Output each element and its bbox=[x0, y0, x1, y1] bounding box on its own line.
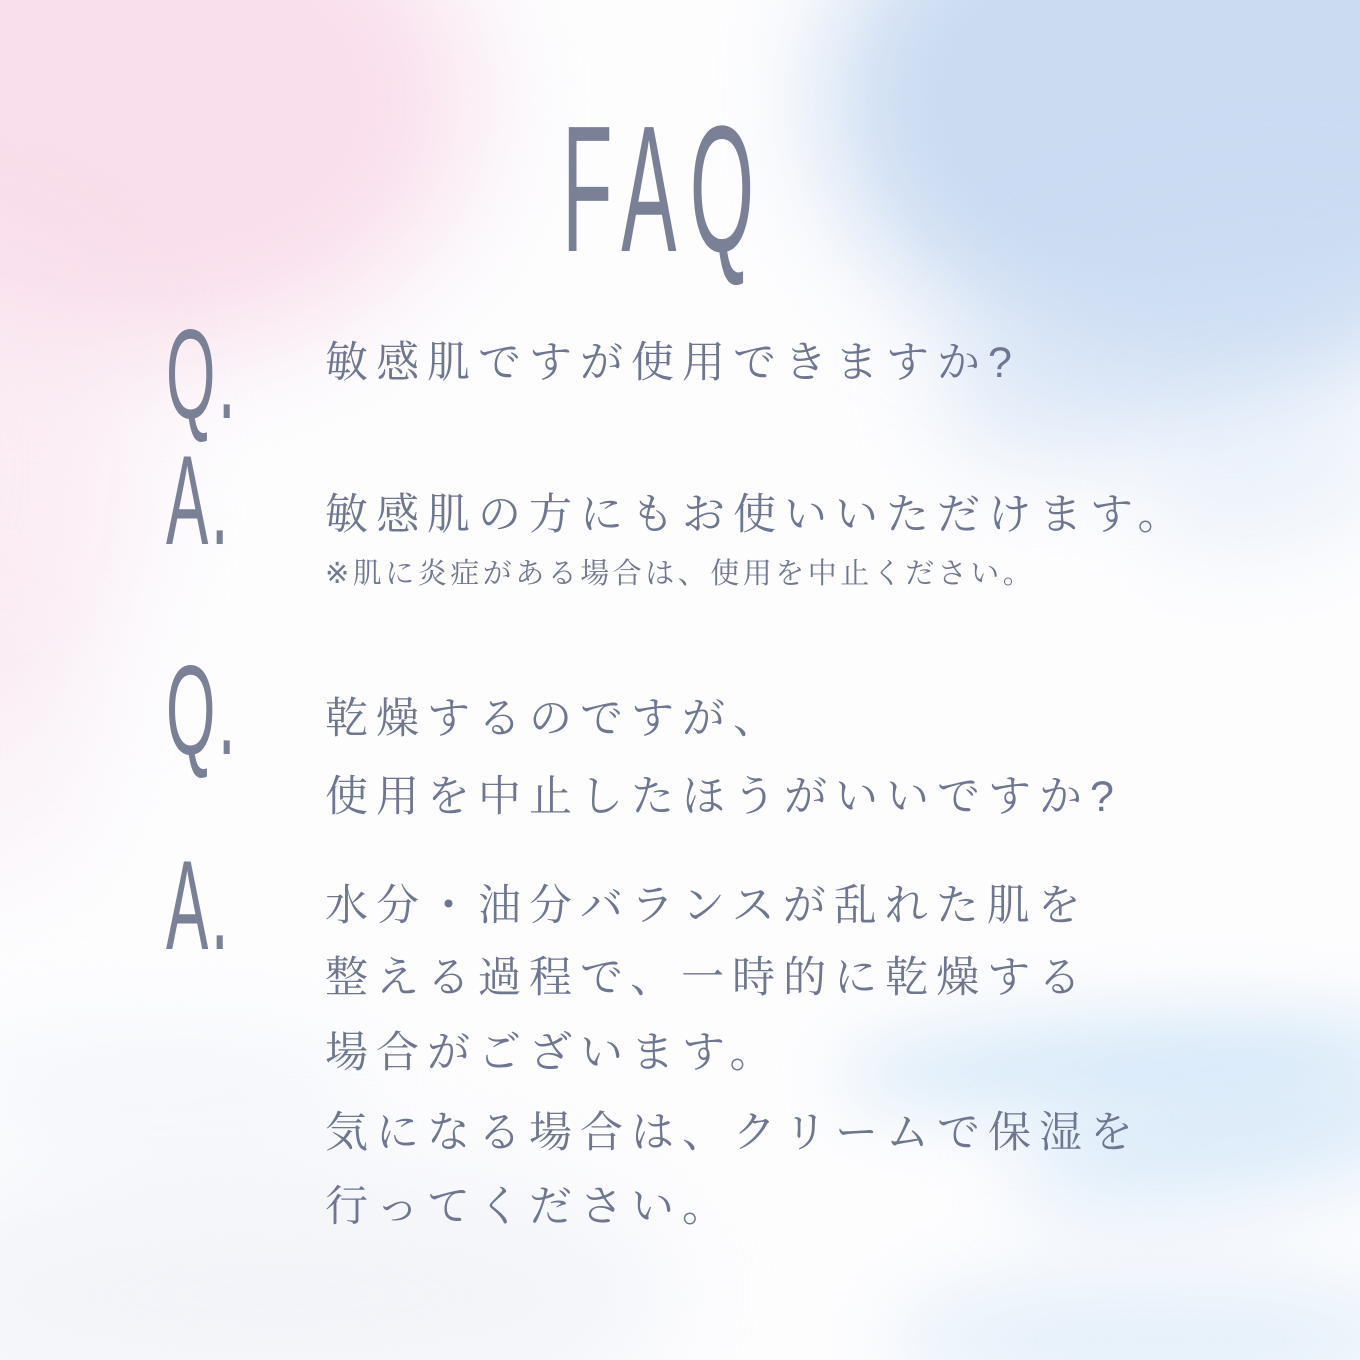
answer-2-text-line-3: 場合がございます。 bbox=[325, 1029, 781, 1077]
answer-1-note: ※肌に炎症がある場合は、使用を中止ください。 bbox=[325, 558, 1036, 590]
answer-1-text: 敏感肌の方にもお使いいただけます。 bbox=[325, 491, 1189, 539]
question-1-text: 敏感肌ですが使用できますか? bbox=[325, 339, 1020, 387]
bg-blob-blue-bottom-band-3 bbox=[890, 1275, 1360, 1360]
answer-2-text-line-4: 気になる場合は、クリームで保湿を bbox=[325, 1109, 1141, 1157]
question-2-marker: Q. bbox=[166, 639, 239, 781]
bg-blob-blue-bottom-left bbox=[0, 1040, 370, 1130]
answer-2-text-line-5: 行ってください。 bbox=[325, 1183, 733, 1231]
page-title: FAQ bbox=[562, 89, 768, 290]
answer-1-marker: A. bbox=[166, 429, 232, 571]
bg-blob-pink-left-lower bbox=[0, 610, 100, 890]
question-1-marker: Q. bbox=[166, 303, 239, 445]
question-2-text-line-1: 乾燥するのですが、 bbox=[325, 695, 784, 743]
answer-2-text-line-2: 整える過程で、一時的に乾燥する bbox=[325, 954, 1090, 1002]
answer-2-marker: A. bbox=[166, 834, 232, 976]
question-2-text-line-2: 使用を中止したほうがいいですか? bbox=[325, 773, 1122, 821]
answer-2-text-line-1: 水分・油分バランスが乱れた肌を bbox=[325, 882, 1089, 930]
